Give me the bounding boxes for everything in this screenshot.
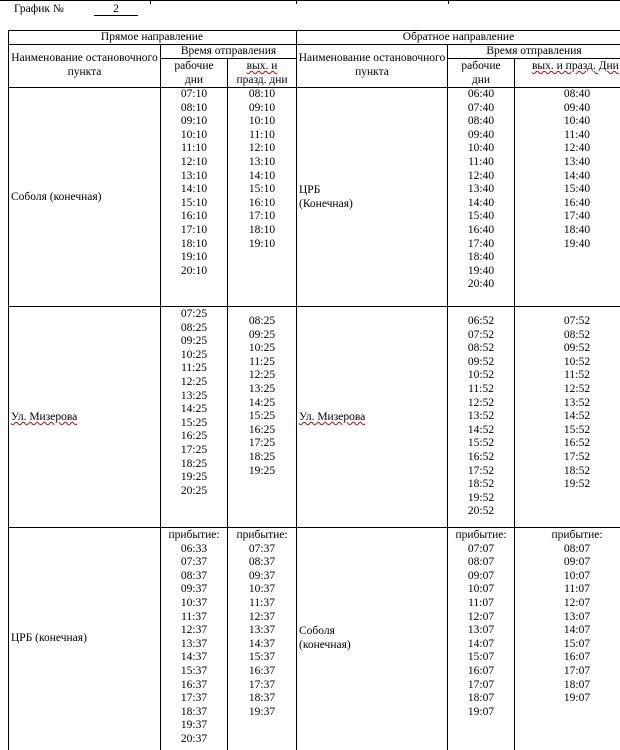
departure-time: 18:10	[248, 223, 276, 236]
departure-time: 18:52	[467, 478, 495, 491]
departure-time: 11:37	[181, 610, 207, 623]
rev-workdays-header	[448, 60, 514, 87]
departure-time: 10:52	[563, 355, 591, 368]
departure-time: 09:25	[180, 335, 208, 348]
departure-time: 16:40	[467, 223, 495, 236]
departure-time: 11:25	[249, 355, 275, 368]
departure-time: 19:52	[467, 491, 495, 504]
row1-rev-stop	[299, 184, 353, 211]
departure-time: 14:07	[563, 624, 591, 637]
top-tick-3	[448, 0, 449, 4]
line-header-bottom	[8, 87, 620, 88]
departure-time: 12:37	[180, 624, 208, 637]
departure-time: 16:40	[563, 196, 591, 209]
departure-time: 12:52	[563, 382, 591, 395]
departure-time: 12:25	[180, 375, 208, 388]
schedule-label: График №	[14, 3, 64, 15]
top-border	[0, 0, 620, 1]
departure-time: 14:25	[248, 396, 276, 409]
departure-time: 08:52	[563, 328, 591, 341]
schedule-number: 2	[94, 3, 138, 16]
departure-time: 12:52	[467, 396, 495, 409]
rev-weekend-header: вых. и празд. Дни	[532, 60, 619, 72]
departure-time: 15:52	[563, 423, 591, 436]
departure-time: 13:40	[467, 183, 495, 196]
departure-time: 08:40	[563, 88, 591, 100]
departure-time: 15:07	[563, 637, 591, 650]
departure-time: 07:10	[180, 88, 208, 100]
departure-time: 16:25	[180, 430, 208, 443]
departure-time: 17:07	[467, 678, 495, 691]
row2-rev-stop: Ул. Мизерова	[299, 411, 366, 423]
row2-fwd-stop: Ул. Мизерова	[11, 411, 78, 423]
row1-fwd-stop: Соболя (конечная)	[11, 191, 102, 203]
departure-time: 19:10	[180, 251, 208, 264]
arrival-label: прибытие:	[551, 529, 603, 541]
departure-time: 08:37	[248, 556, 276, 569]
departure-time: 19:10	[248, 237, 276, 250]
departure-time: 15:52	[467, 437, 495, 450]
departure-time: 11:52	[564, 369, 590, 382]
departure-time: 10:25	[248, 342, 276, 355]
departure-time: 18:25	[180, 457, 208, 470]
fwd-weekend-line1: вых. и	[246, 60, 278, 72]
departure-time: 14:37	[180, 651, 208, 664]
divider-rev-days	[514, 58, 515, 750]
departure-time: 13:25	[180, 389, 208, 402]
departure-time: 07:25	[180, 308, 208, 320]
departure-time: 10:10	[180, 128, 208, 141]
divider-direction	[296, 30, 297, 750]
departure-time: 12:25	[248, 369, 276, 382]
departure-time: 09:40	[467, 128, 495, 141]
departure-time: 07:52	[563, 315, 591, 327]
departure-time: 16:37	[248, 664, 276, 677]
departure-time: 14:52	[467, 423, 495, 436]
departure-time: 18:07	[467, 692, 495, 705]
departure-time: 09:37	[248, 569, 276, 582]
departure-time: 15:37	[180, 664, 208, 677]
departure-time: 07:07	[467, 542, 495, 555]
departure-time: 09:25	[248, 328, 276, 341]
departure-time: 10:37	[248, 583, 276, 596]
row3-fwd-wknd-times	[228, 529, 296, 719]
departure-time: 08:37	[180, 569, 208, 582]
departure-time: 12:40	[563, 142, 591, 155]
departure-time: 08:52	[467, 342, 495, 355]
rev-departure-time-header: Время отправления	[486, 45, 582, 57]
departure-time: 18:25	[248, 450, 276, 463]
departure-time: 14:52	[563, 410, 591, 423]
departure-time: 11:37	[249, 596, 275, 609]
forward-direction-header: Прямое направление	[100, 31, 204, 43]
departure-time: 16:07	[563, 651, 591, 664]
departure-time: 09:52	[563, 342, 591, 355]
departure-time: 18:52	[563, 464, 591, 477]
line-row2-bottom	[8, 527, 620, 528]
departure-time: 14:40	[467, 196, 495, 209]
departure-time: 09:10	[180, 115, 208, 128]
departure-time: 19:52	[563, 478, 591, 491]
departure-time: 18:40	[467, 251, 495, 264]
fwd-workdays-line2: дни	[184, 73, 204, 86]
departure-time: 11:40	[468, 155, 494, 168]
departure-time: 17:40	[467, 237, 495, 250]
departure-time: 13:07	[467, 624, 495, 637]
row1-rev-stop-line1: ЦРБ	[299, 184, 321, 196]
row2-fwd-wknd-times	[228, 315, 296, 478]
departure-time: 07:52	[467, 328, 495, 341]
fwd-weekend-header	[228, 60, 296, 87]
departure-time: 13:07	[563, 610, 591, 623]
departure-time: 15:37	[248, 651, 276, 664]
departure-time: 12:07	[563, 596, 591, 609]
arrival-label: прибытие:	[236, 529, 288, 541]
departure-time: 15:40	[467, 210, 495, 223]
departure-time: 09:07	[563, 556, 591, 569]
departure-time: 15:25	[180, 416, 208, 429]
reverse-direction-header: Обратное направление	[402, 31, 515, 43]
departure-time: 12:37	[248, 610, 276, 623]
departure-time: 19:40	[563, 237, 591, 250]
row3-fwd-stop: ЦРБ (конечная)	[11, 632, 87, 644]
departure-time: 19:07	[467, 705, 495, 718]
departure-time: 11:25	[181, 362, 207, 375]
departure-time: 13:25	[248, 382, 276, 395]
departure-time: 14:10	[180, 183, 208, 196]
departure-time: 14:37	[248, 637, 276, 650]
row1-rev-wknd-times	[548, 88, 606, 251]
departure-time: 14:25	[180, 403, 208, 416]
departure-time: 10:52	[467, 369, 495, 382]
departure-time: 20:10	[180, 264, 208, 277]
departure-time: 08:07	[563, 542, 591, 555]
departure-time: 11:10	[181, 142, 207, 155]
departure-time: 13:52	[563, 396, 591, 409]
departure-time: 19:07	[563, 692, 591, 705]
departure-time: 08:07	[467, 556, 495, 569]
departure-time: 20:25	[180, 484, 208, 497]
departure-time: 17:25	[180, 443, 208, 456]
departure-time: 18:07	[563, 678, 591, 691]
rev-workdays-line1: рабочие	[461, 60, 501, 72]
departure-time: 06:40	[467, 88, 495, 100]
departure-time: 17:10	[248, 210, 276, 223]
departure-time: 06:33	[180, 542, 208, 555]
departure-time: 10:40	[563, 115, 591, 128]
departure-time: 08:25	[248, 315, 276, 327]
departure-time: 12:07	[467, 610, 495, 623]
departure-time: 11:10	[249, 128, 275, 141]
departure-time: 08:40	[467, 115, 495, 128]
departure-time: 12:40	[467, 169, 495, 182]
fwd-weekend-line2: празд. дни	[236, 73, 288, 86]
departure-time: 10:40	[467, 142, 495, 155]
departure-time: 06:52	[467, 315, 495, 327]
departure-time: 18:40	[563, 223, 591, 236]
departure-time: 14:40	[563, 169, 591, 182]
departure-time: 09:07	[467, 569, 495, 582]
departure-time: 16:52	[563, 437, 591, 450]
fwd-workdays-line1: рабочие	[174, 60, 214, 72]
departure-time: 07:37	[248, 542, 276, 555]
row1-rev-work-times	[448, 88, 514, 292]
departure-time: 17:07	[563, 664, 591, 677]
departure-time: 11:07	[564, 583, 590, 596]
departure-time: 08:10	[180, 101, 208, 114]
departure-time: 15:10	[248, 183, 276, 196]
line-row1-bottom	[8, 306, 620, 307]
departure-time: 09:52	[467, 355, 495, 368]
fwd-stop-name-header: Наименование остановочного пункта	[11, 52, 158, 78]
row3-rev-stop-line1: Соболя	[299, 625, 335, 637]
row3-rev-stop	[299, 625, 351, 652]
arrival-label: прибытие:	[455, 529, 507, 541]
departure-time: 09:37	[180, 583, 208, 596]
rev-stop-name-header: Наименование остановочного пункта	[298, 52, 446, 78]
departure-time: 15:25	[248, 410, 276, 423]
departure-time: 20:52	[467, 505, 495, 518]
arrival-label: прибытие:	[168, 529, 220, 541]
row1-fwd-work-times	[161, 88, 227, 278]
departure-time: 12:10	[248, 142, 276, 155]
departure-time: 13:52	[467, 410, 495, 423]
departure-time: 16:25	[248, 423, 276, 436]
departure-time: 17:10	[180, 223, 208, 236]
departure-time: 19:25	[180, 471, 208, 484]
departure-time: 08:25	[180, 321, 208, 334]
row3-rev-stop-line2: (конечная)	[299, 638, 351, 651]
departure-time: 16:37	[180, 678, 208, 691]
departure-time: 17:52	[467, 464, 495, 477]
departure-time: 18:10	[180, 237, 208, 250]
rev-workdays-line2: дни	[471, 73, 491, 86]
row1-fwd-wknd-times	[228, 88, 296, 251]
departure-time: 16:10	[248, 196, 276, 209]
departure-time: 17:25	[248, 437, 276, 450]
departure-time: 20:40	[467, 278, 495, 291]
departure-time: 13:37	[180, 637, 208, 650]
fwd-workdays-header	[161, 60, 227, 87]
row2-rev-wknd-times	[548, 315, 606, 492]
departure-time: 10:07	[563, 569, 591, 582]
fwd-departure-time-header: Время отправления	[180, 45, 277, 57]
departure-time: 09:10	[248, 101, 276, 114]
row3-fwd-work-times	[161, 529, 227, 747]
departure-time: 20:37	[180, 732, 208, 745]
departure-time: 13:37	[248, 624, 276, 637]
departure-time: 10:37	[180, 596, 208, 609]
top-tick-2	[296, 0, 297, 4]
departure-time: 17:37	[248, 678, 276, 691]
departure-time: 16:10	[180, 210, 208, 223]
departure-time: 14:07	[467, 637, 495, 650]
departure-time: 07:37	[180, 556, 208, 569]
departure-time: 17:37	[180, 692, 208, 705]
departure-time: 15:07	[467, 651, 495, 664]
departure-time: 07:40	[467, 101, 495, 114]
departure-time: 13:40	[563, 155, 591, 168]
departure-time: 10:07	[467, 583, 495, 596]
departure-time: 11:52	[468, 382, 494, 395]
table-left-border	[8, 30, 9, 750]
departure-time: 09:40	[563, 101, 591, 114]
departure-time: 08:10	[248, 88, 276, 100]
top-tick-1	[150, 0, 151, 4]
departure-time: 10:10	[248, 115, 276, 128]
departure-time: 13:10	[248, 155, 276, 168]
departure-time: 13:10	[180, 169, 208, 182]
row1-rev-stop-line2: (Конечная)	[299, 197, 353, 210]
departure-time: 15:40	[563, 183, 591, 196]
departure-time: 12:10	[180, 155, 208, 168]
departure-time: 11:07	[468, 596, 494, 609]
row2-fwd-work-times	[161, 308, 227, 498]
departure-time: 19:37	[248, 705, 276, 718]
departure-time: 19:25	[248, 464, 276, 477]
departure-time: 10:25	[180, 348, 208, 361]
departure-time: 18:37	[180, 705, 208, 718]
departure-time: 14:10	[248, 169, 276, 182]
departure-time: 18:37	[248, 692, 276, 705]
departure-time: 17:40	[563, 210, 591, 223]
departure-time: 15:10	[180, 196, 208, 209]
departure-time: 16:52	[467, 450, 495, 463]
departure-time: 11:40	[564, 128, 590, 141]
departure-time: 19:37	[180, 719, 208, 732]
departure-time: 19:40	[467, 264, 495, 277]
row2-rev-work-times	[448, 315, 514, 519]
departure-time: 17:52	[563, 450, 591, 463]
row3-rev-work-times	[448, 529, 514, 719]
departure-time: 16:07	[467, 664, 495, 677]
row3-rev-wknd-times	[548, 529, 606, 706]
